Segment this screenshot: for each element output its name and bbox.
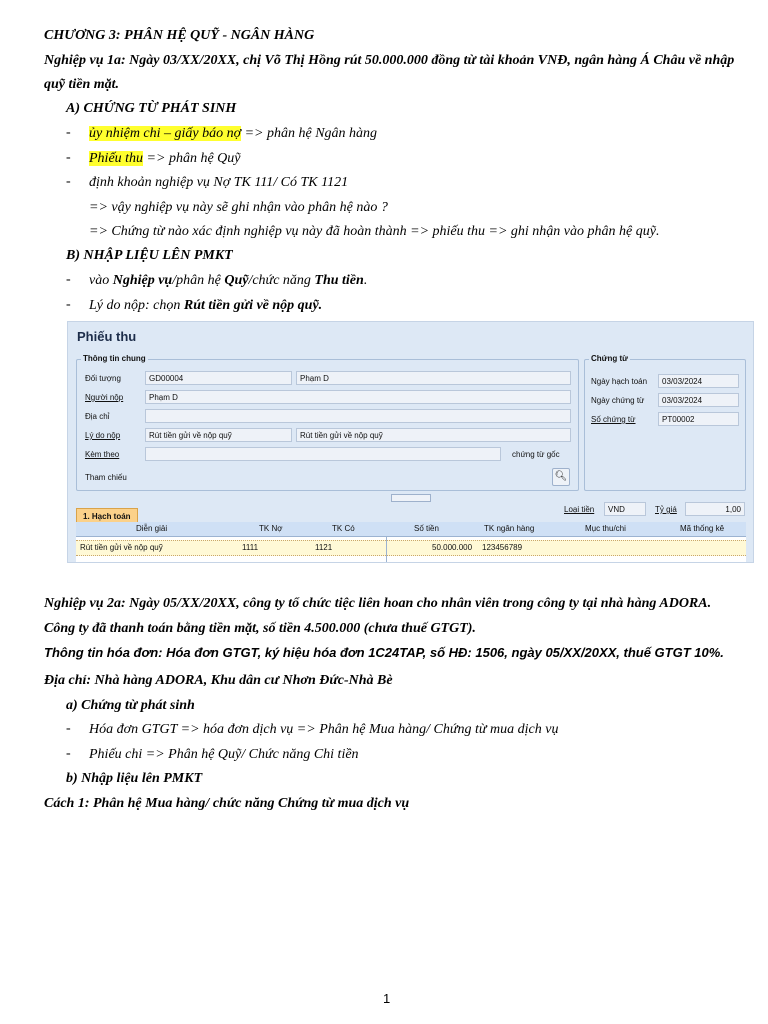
item-text: /phân hệ bbox=[172, 273, 225, 288]
tab-hach-toan[interactable]: 1. Hạch toán bbox=[76, 508, 138, 524]
bullet-dash: - bbox=[66, 746, 71, 761]
col-header[interactable]: TK ngân hàng bbox=[484, 524, 535, 533]
label-ty-gia: Tỷ giá bbox=[655, 505, 677, 514]
nv1-intro-line1: Nghiệp vụ 1a: Ngày 03/XX/20XX, chị Võ Thị Hồng rút 50.000.000 đồng từ tài khoản VNĐ, ngân hàng Á Châu về nhập bbox=[44, 53, 735, 68]
nv1-a-note1: => vậy nghiệp vụ này sẽ ghi nhận vào phân hệ nào ? bbox=[89, 200, 388, 215]
cell-so-tien[interactable]: 50.000.000 bbox=[432, 543, 473, 552]
group-general-title: Thông tin chung bbox=[83, 354, 146, 363]
item-text: Lý do nộp: chọn bbox=[89, 298, 184, 313]
bullet-dash: - bbox=[66, 174, 71, 189]
collapse-handle[interactable] bbox=[391, 494, 431, 502]
item-text: . bbox=[363, 273, 368, 288]
page-number: 1 bbox=[383, 991, 391, 1006]
nv1-b-item1 bbox=[89, 272, 367, 290]
nv2-line3: Thông tin hóa đơn: Hóa đơn GTGT, ký hiệu hóa đơn 1C24TAP, số HĐ: 1506, ngày 05/XX/20XX, thuế GTGT 10%. bbox=[44, 645, 724, 660]
doi-tuong-code-field[interactable]: GD00004 bbox=[145, 371, 292, 385]
item-text: => phân hệ Ngân hàng bbox=[241, 126, 378, 141]
nv1-a-note2: => Chứng từ nào xác định nghiệp vụ này đã hoàn thành => phiếu thu => ghi nhận vào phân hệ quỹ. bbox=[89, 224, 660, 239]
label-ngay-chung-tu: Ngày chứng từ bbox=[591, 396, 645, 405]
label-tham-chieu: Tham chiếu bbox=[85, 473, 127, 482]
dia-chi-field[interactable] bbox=[145, 409, 571, 423]
nv1-a-item1 bbox=[89, 125, 377, 143]
table-row[interactable] bbox=[76, 540, 746, 556]
cell-tk-ngan-hang[interactable]: 123456789 bbox=[482, 543, 523, 552]
kem-theo-field[interactable] bbox=[145, 447, 501, 461]
nv1-section-a: A) CHỨNG TỪ PHÁT SINH bbox=[66, 101, 237, 116]
col-header[interactable]: Mục thu/chi bbox=[585, 524, 626, 533]
bullet-dash: - bbox=[66, 721, 71, 736]
nguoi-nop-field[interactable]: Phạm D bbox=[145, 390, 571, 404]
ly-do-code-field[interactable]: Rút tiền gửi về nộp quỹ bbox=[145, 428, 292, 442]
col-header[interactable]: TK Nợ bbox=[259, 524, 283, 533]
bullet-dash: - bbox=[66, 125, 71, 140]
cell-dien-giai[interactable]: Rút tiền gửi về nộp quỹ bbox=[80, 543, 163, 552]
grid-divider bbox=[386, 536, 387, 562]
nv2-a-item2: Phiếu chi => Phân hệ Quỹ/ Chức năng Chi tiền bbox=[89, 747, 359, 762]
col-header[interactable]: Mã thống kê bbox=[680, 524, 725, 533]
label-kem-theo: Kèm theo bbox=[85, 450, 120, 459]
nv2-section-b: b) Nhập liệu lên PMKT bbox=[66, 771, 203, 786]
item-text: vào bbox=[89, 273, 113, 288]
label-dia-chi: Địa chỉ bbox=[85, 412, 110, 421]
group-voucher-title: Chứng từ bbox=[591, 354, 628, 363]
nv1-b-item2 bbox=[89, 297, 322, 315]
grid-header bbox=[76, 522, 746, 537]
bold-text: Thu tiền bbox=[314, 273, 364, 288]
phieu-thu-screenshot bbox=[67, 321, 754, 563]
nv2-line4: Địa chỉ: Nhà hàng ADORA, Khu dân cư Nhơn Đức-Nhà Bè bbox=[44, 673, 393, 688]
bold-text: Rút tiền gửi về nộp quỹ. bbox=[183, 298, 323, 313]
highlight-text: Phiếu thu bbox=[89, 151, 144, 166]
nv2-line1: Nghiệp vụ 2a: Ngày 05/XX/20XX, công ty tổ chức tiệc liên hoan cho nhân viên trong công ty tại nhà hàng ADORA. bbox=[44, 596, 712, 611]
col-header[interactable]: TK Có bbox=[332, 524, 355, 533]
nv1-section-b: B) NHẬP LIỆU LÊN PMKT bbox=[66, 248, 233, 263]
bold-text: Nghiệp vụ bbox=[112, 273, 173, 288]
nv2-a-item1: Hóa đơn GTGT => hóa đơn dịch vụ => Phân hệ Mua hàng/ Chứng từ mua dịch vụ bbox=[89, 722, 559, 737]
ngay-hach-toan-field[interactable]: 03/03/2024 bbox=[658, 374, 739, 388]
item-text: /chức năng bbox=[248, 273, 315, 288]
loai-tien-field[interactable]: VND bbox=[604, 502, 646, 516]
item-text: => phân hệ Quỹ bbox=[143, 151, 241, 166]
bullet-dash: - bbox=[66, 150, 71, 165]
chapter-title: CHƯƠNG 3: PHÂN HỆ QUỸ - NGÂN HÀNG bbox=[44, 28, 315, 43]
col-header[interactable]: Số tiền bbox=[414, 524, 439, 533]
ngay-chung-tu-field[interactable]: 03/03/2024 bbox=[658, 393, 739, 407]
label-so-chung-tu: Số chứng từ bbox=[591, 415, 636, 424]
ly-do-text-field[interactable]: Rút tiền gửi về nộp quỹ bbox=[296, 428, 571, 442]
hach-toan-grid bbox=[76, 522, 746, 562]
nv2-section-a: a) Chứng từ phát sinh bbox=[66, 698, 195, 713]
bullet-dash: - bbox=[66, 297, 71, 312]
nv1-intro-line2: quỹ tiền mặt. bbox=[44, 77, 120, 92]
bullet-dash: - bbox=[66, 272, 71, 287]
label-ngay-hach-toan: Ngày hạch toán bbox=[591, 377, 648, 386]
nv1-a-item2 bbox=[89, 150, 240, 168]
bold-text: Quỹ bbox=[224, 273, 249, 288]
cell-tk-co[interactable]: 1121 bbox=[315, 543, 333, 552]
highlight-text: ủy nhiệm chi – giấy báo nợ bbox=[89, 126, 242, 141]
doi-tuong-name-field[interactable]: Phạm D bbox=[296, 371, 571, 385]
cell-tk-no[interactable]: 1111 bbox=[242, 543, 259, 552]
nv1-a-item3: định khoản nghiệp vụ Nợ TK 111/ Có TK 1121 bbox=[89, 175, 349, 190]
label-doi-tuong: Đối tượng bbox=[85, 374, 121, 383]
col-header[interactable]: Diễn giải bbox=[136, 524, 168, 533]
so-chung-tu-field[interactable]: PT00002 bbox=[658, 412, 739, 426]
label-loai-tien: Loại tiền bbox=[564, 505, 595, 514]
ty-gia-field[interactable]: 1,00 bbox=[685, 502, 745, 516]
form-title: Phiếu thu bbox=[77, 329, 137, 344]
label-chung-tu-goc: chứng từ gốc bbox=[512, 450, 560, 459]
search-icon[interactable]: 🔍︎ bbox=[552, 468, 570, 486]
nv2-cach1: Cách 1: Phân hệ Mua hàng/ chức năng Chứng từ mua dịch vụ bbox=[44, 796, 410, 811]
label-nguoi-nop: Người nộp bbox=[85, 393, 124, 402]
label-ly-do-nop: Lý do nộp bbox=[85, 431, 121, 440]
nv2-line2: Công ty đã thanh toán bằng tiền mặt, số tiền 4.500.000 (chưa thuế GTGT). bbox=[44, 621, 476, 636]
